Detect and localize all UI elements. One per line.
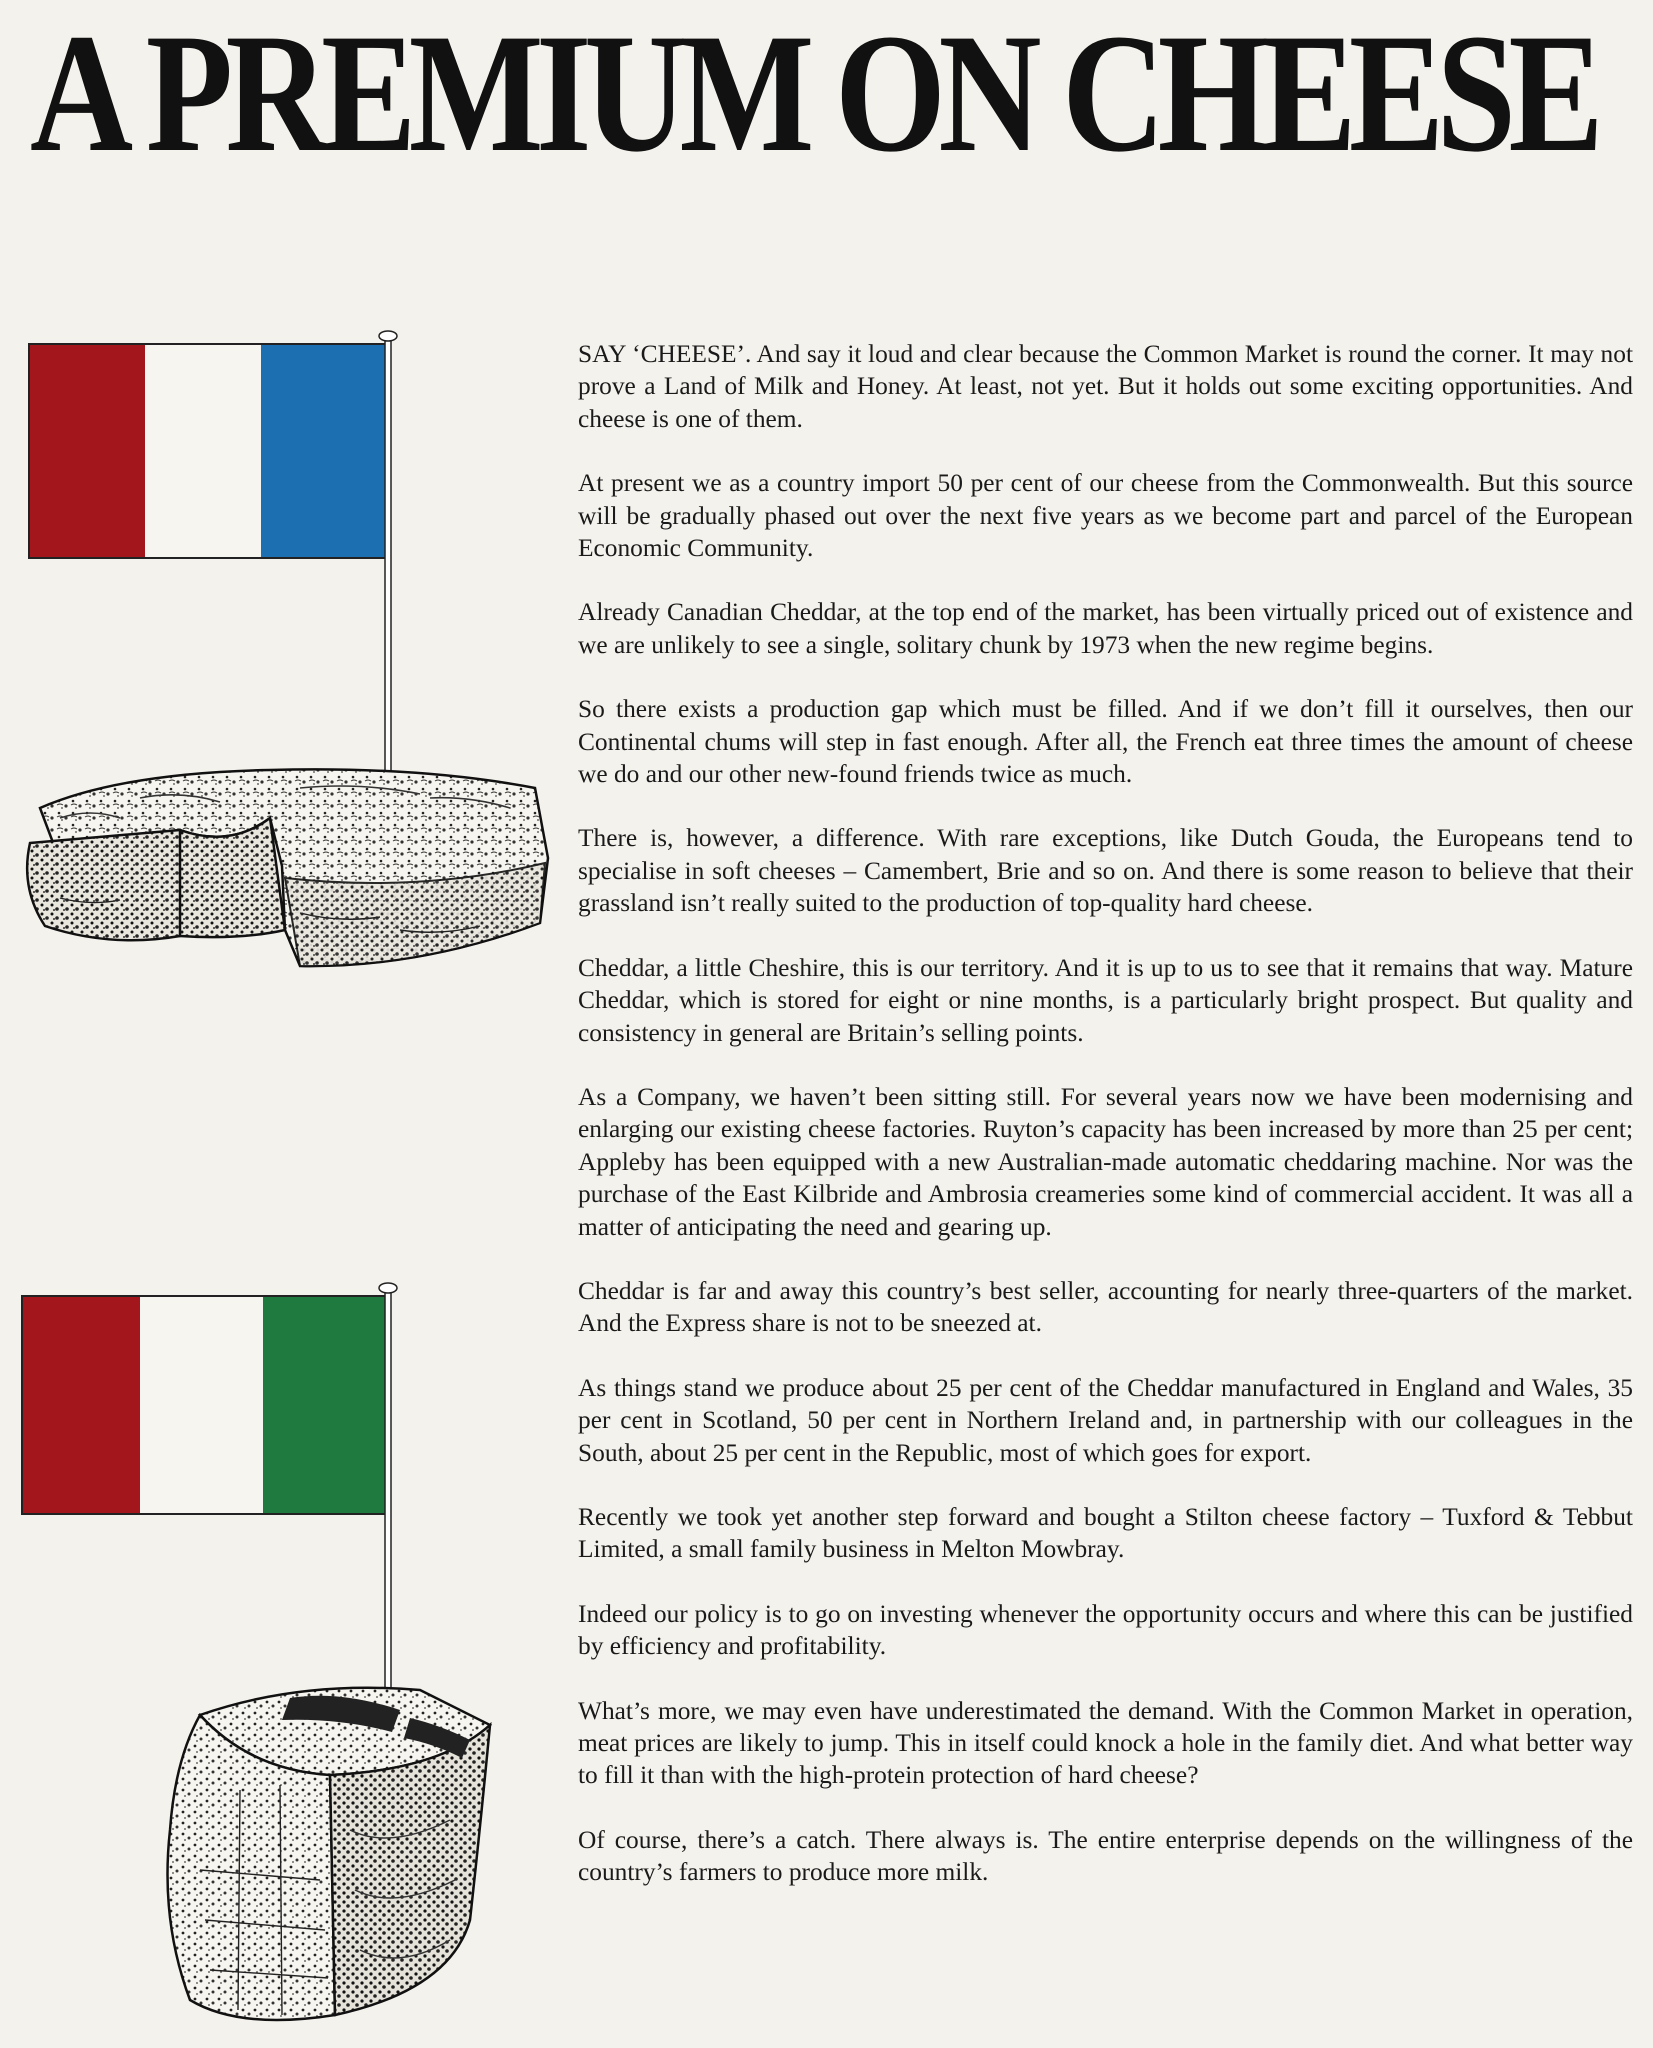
paragraph: Of course, there’s a catch. There always is. The entire enterprise depends on the willingness of the country’s farmers to produce more milk.	[578, 1825, 1633, 1887]
paragraph: Cheddar is far and away this country’s best seller, accounting for nearly three-quarters of the market. And the Express share is not to be sneezed at.	[578, 1276, 1633, 1338]
paragraph: Cheddar, a little Cheshire, this is our territory. And it is up to us to see that it remains that way. Mature Cheddar, which is stored for eight or nine months, is a particularly bright prospect. But quality and consistency in general are Britain’s selling points.	[578, 953, 1633, 1047]
paragraph: So there exists a production gap which must be filled. And if we don’t fill it ourselves, then our Continental chums will step in fast enough. After all, the French eat three times the amount of cheese we do and our other new-found friends twice as much.	[578, 695, 1633, 789]
cheese-block-icon	[168, 1688, 491, 2020]
paragraph: Already Canadian Cheddar, at the top end of the market, has been virtually priced out of existence and we are unlikely to see a single, solitary chunk by 1973 when the new regime begins.	[578, 598, 1633, 659]
flag-stripe-red	[29, 344, 145, 558]
paragraph: As things stand we produce about 25 per cent of the Cheddar manufactured in England and Wales, 35 per cent in Scotland, 50 per cent in Northern Ireland and, in partnership with our colleagues in the South, about 25 per cent in the Republic, most of which goes for export.	[578, 1373, 1633, 1467]
article-body	[578, 338, 1633, 1921]
cheese-wheel-icon	[27, 769, 548, 966]
flag-stripe-white	[140, 1296, 263, 1514]
headline: A PREMIUM ON CHEESE	[30, 0, 1597, 187]
paragraph: SAY ‘CHEESE’. And say it loud and clear because the Common Market is round the corner. It may not prove a Land of Milk and Honey. At least, not yet. But it holds out some exciting opportunities. And cheese is one of them.	[578, 340, 1633, 433]
paragraph: As a Company, we haven’t been sitting still. For several years now we have been modernising and enlarging our existing cheese factories. Ruyton’s capacity has been increased by more than 25 per cent; Appleby has been equipped with a new Australian-made automatic cheddaring machine. Nor was the purchase of the East Kilbride and Ambrosia creameries some kind of commercial accident. It was all a matter of anticipating the need and gearing up.	[578, 1082, 1633, 1241]
flag-stripe-white	[145, 344, 261, 558]
italian-flag-icon	[22, 1296, 388, 1514]
flag-stripe-red	[22, 1296, 140, 1514]
flag-stripe-blue	[261, 344, 386, 558]
paragraph: Recently we took yet another step forward and bought a Stilton cheese factory – Tuxford & Tebbut Limited, a small family business in Melton Mowbray.	[578, 1502, 1633, 1564]
paragraph: There is, however, a difference. With rare exceptions, like Dutch Gouda, the Europeans tend to specialise in soft cheeses – Camembert, Brie and so on. And there is some reason to believe that their grassland isn’t really suited to the production of top-quality hard cheese.	[578, 824, 1633, 918]
flag-stripe-green	[263, 1296, 388, 1514]
french-flag-cheese-illustration	[0, 318, 570, 978]
paragraph: At present we as a country import 50 per cent of our cheese from the Commonwealth. But this source will be gradually phased out over the next five years as we become part and parcel of the European Economic Community.	[578, 469, 1633, 563]
paragraph: Indeed our policy is to go on investing whenever the opportunity occurs and where this can be justified by efficiency and profitability.	[578, 1599, 1633, 1661]
italian-flag-cheese-illustration	[0, 1270, 570, 2040]
french-flag-icon	[29, 344, 386, 558]
paragraph: What’s more, we may even have underestimated the demand. With the Common Market in operation, meat prices are likely to jump. This in itself could knock a hole in the family diet. And what better way to fill it than with the high-protein protection of hard cheese?	[578, 1696, 1633, 1790]
